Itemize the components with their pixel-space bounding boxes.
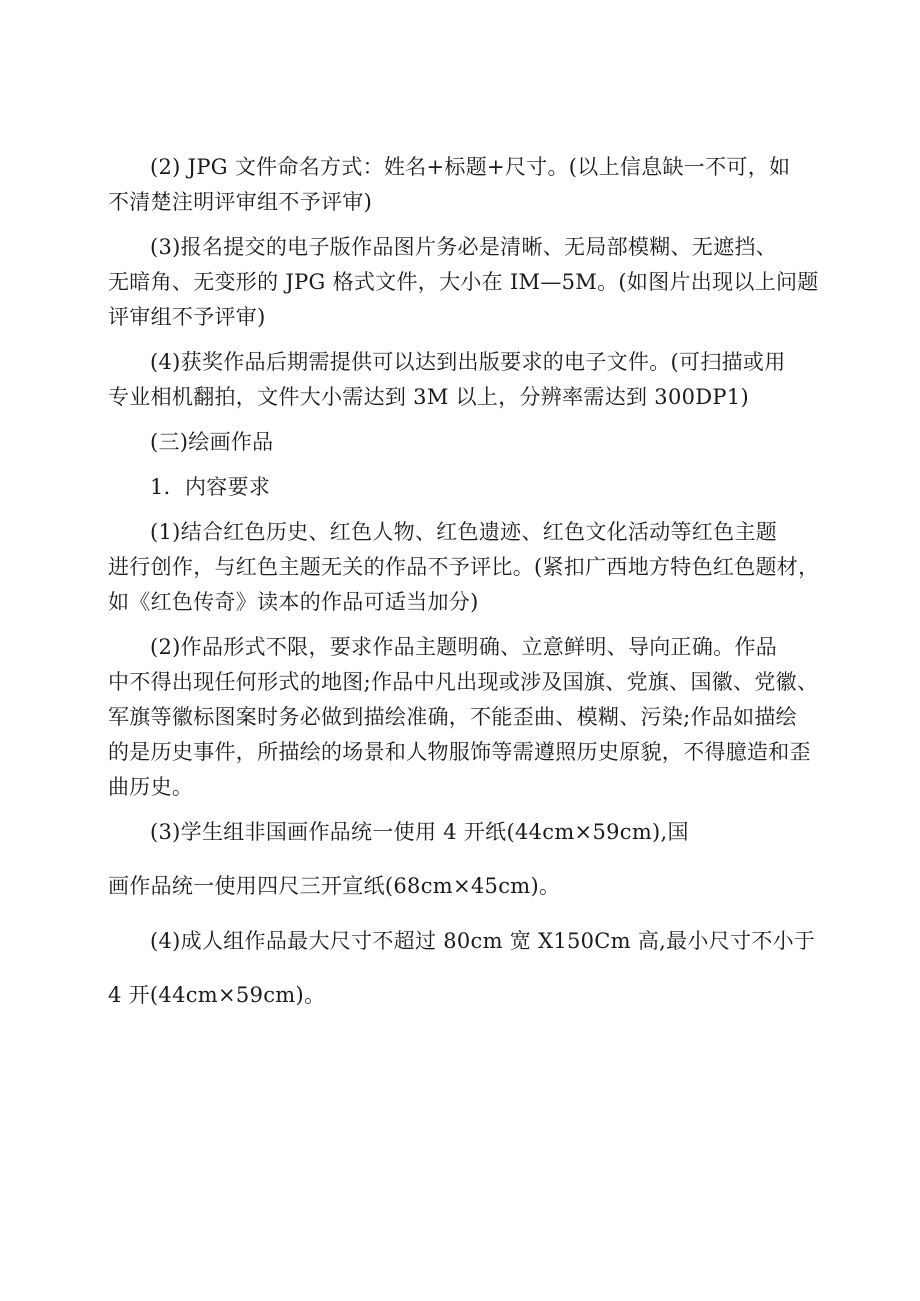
section-heading-painting [108, 425, 818, 460]
paragraph-award-files [108, 345, 818, 415]
paragraph-jpg-naming [108, 150, 818, 220]
text-line: (4)成人组作品最大尺寸不超过 80cm 宽 X150Cm 高,最小尺寸不小于 [150, 929, 816, 953]
subheading-content-requirements [108, 470, 818, 505]
text-line: (1)结合红色历史、红色人物、红色遗迹、红色文化活动等红色主题 [150, 520, 778, 544]
text-line: 专业相机翻拍，文件大小需达到 3M 以上，分辨率需达到 300DP1) [108, 385, 749, 409]
heading-text: 1．内容要求 [150, 475, 271, 499]
text-line: (2) JPG 文件命名方式：姓名+标题+尺寸。(以上信息缺一不可，如 [150, 155, 791, 179]
text-line: 的是历史事件，所描绘的场景和人物服饰等需遵照历史原貌，不得臆造和歪 [108, 740, 811, 764]
text-line: 中不得出现任何形式的地图;作品中凡出现或涉及国旗、党旗、国徽、党徽、 [108, 670, 819, 694]
text-line: 4 开(44cm×59cm)。 [108, 983, 326, 1007]
document-body [108, 150, 818, 1013]
text-line: 无暗角、无变形的 JPG 格式文件，大小在 IM—5M。(如图片出现以上问题 [108, 270, 819, 294]
text-line: 军旗等徽标图案时务必做到描绘准确，不能歪曲、模糊、污染;作品如描绘 [108, 705, 797, 729]
text-line: (2)作品形式不限，要求作品主题明确、立意鲜明、导向正确。作品 [150, 635, 778, 659]
text-line: 进行创作，与红色主题无关的作品不予评比。(紧扣广西地方特色红色题材， [108, 555, 820, 579]
text-line: 画作品统一使用四尺三开宣纸(68cm×45cm)。 [108, 874, 561, 898]
text-line: (4)获奖作品后期需提供可以达到出版要求的电子文件。(可扫描或用 [150, 350, 786, 374]
text-line: (3)报名提交的电子版作品图片务必是清晰、无局部模糊、无遮挡、 [150, 235, 778, 259]
text-line: (3)学生组非国画作品统一使用 4 开纸(44cm×59cm),国 [150, 820, 689, 844]
paragraph-student-paper-size [108, 815, 818, 904]
paragraph-image-quality [108, 230, 818, 335]
text-line: 如《红色传奇》读本的作品可适当加分) [108, 590, 479, 614]
paragraph-adult-size [108, 924, 818, 1013]
text-line: 曲历史。 [108, 775, 194, 799]
text-line: 不清楚注明评审组不予评审) [108, 190, 373, 214]
heading-text: (三)绘画作品 [150, 430, 274, 454]
text-line: 评审组不予评审) [108, 305, 266, 329]
paragraph-form-unlimited [108, 630, 818, 805]
paragraph-red-theme [108, 515, 818, 620]
